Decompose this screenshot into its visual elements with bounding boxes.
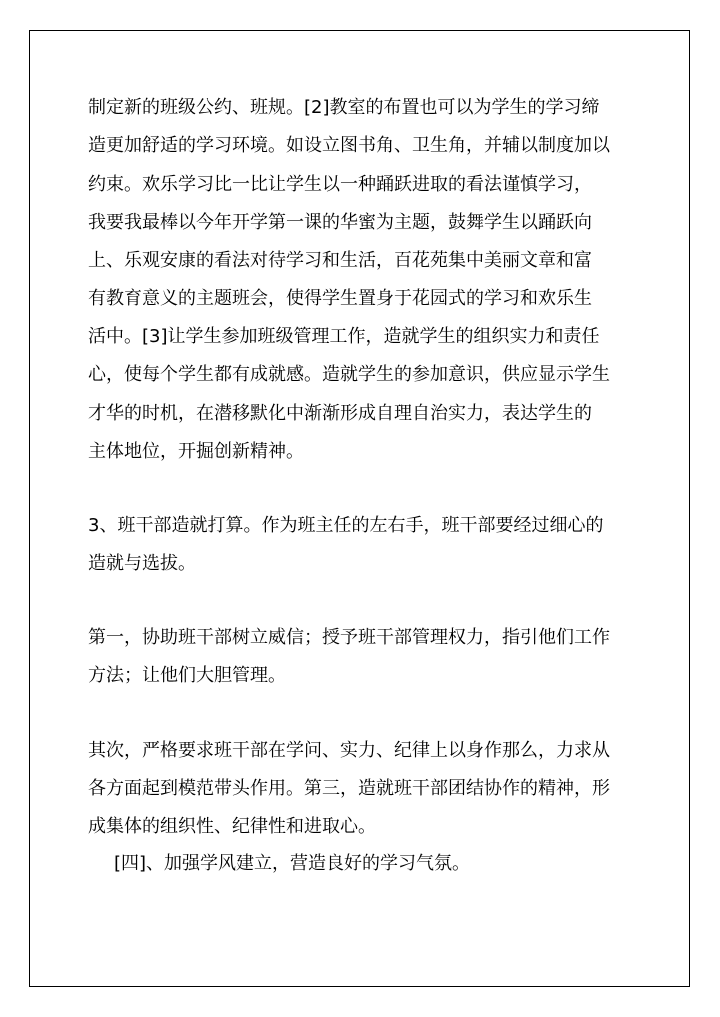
section-heading: [四]、加强学风建立，营造良好的学习气氛。	[114, 853, 471, 874]
text-line: 上、乐观安康的看法对待学习和生活，百花苑集中美丽文章和富	[88, 250, 592, 271]
text-line: 心，使每个学生都有成就感。造就学生的参加意识，供应显示学生	[88, 364, 610, 385]
text-line: 方法；让他们大胆管理。	[88, 665, 286, 686]
text-line: 造更加舒适的学习环境。如设立图书角、卫生角，并辅以制度加以	[88, 135, 610, 156]
text-line: 才华的时机，在潜移默化中渐渐形成自理自治实力，表达学生的	[88, 403, 592, 424]
text-line: 造就与选拔。	[88, 553, 196, 574]
text-line: 制定新的班级公约、班规。[2]教室的布置也可以为学生的学习缔	[88, 97, 600, 118]
text-line: 活中。[3]让学生参加班级管理工作，造就学生的组织实力和责任	[88, 326, 600, 347]
text-line: 成集体的组织性、纪律性和进取心。	[88, 816, 376, 837]
text-line: 有教育意义的主题班会，使得学生置身于花园式的学习和欢乐生	[88, 288, 592, 309]
text-line: 我要我最棒以今年开学第一课的华蜜为主题，鼓舞学生以踊跃向	[88, 212, 592, 233]
text-line: 第一，协助班干部树立威信；授予班干部管理权力，指引他们工作	[88, 627, 610, 648]
text-line: 各方面起到模范带头作用。第三，造就班干部团结协作的精神，形	[88, 778, 610, 799]
text-line: 其次，严格要求班干部在学问、实力、纪律上以身作那么，力求从	[88, 740, 610, 761]
text-line: 主体地位，开掘创新精神。	[88, 441, 304, 462]
text-line: 3、班干部造就打算。作为班主任的左右手，班干部要经过细心的	[88, 515, 604, 536]
text-line: 约束。欢乐学习比一比让学生以一种踊跃进取的看法谨慎学习，	[88, 174, 592, 195]
